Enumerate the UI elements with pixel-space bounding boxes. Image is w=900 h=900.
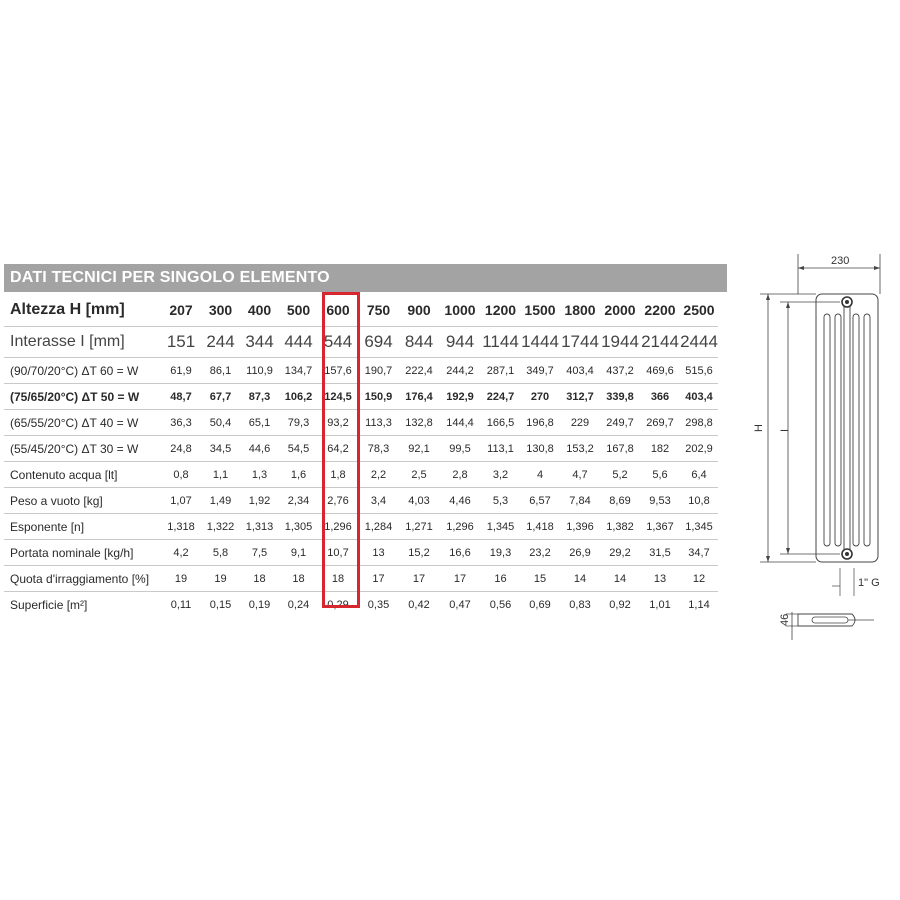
table-cell: 2,76 — [318, 488, 358, 514]
table-cell: 5,8 — [201, 540, 240, 566]
table-cell: 4 — [520, 462, 560, 488]
table-row — [4, 327, 718, 358]
table-cell: 19 — [161, 566, 201, 592]
table-cell: 87,3 — [240, 384, 279, 410]
table-cell: 403,4 — [560, 358, 600, 384]
table-cell: 26,9 — [560, 540, 600, 566]
table-cell: 130,8 — [520, 436, 560, 462]
table-cell: 92,1 — [399, 436, 439, 462]
table-cell: 7,84 — [560, 488, 600, 514]
table-cell: 1200 — [481, 294, 520, 327]
table-cell: 50,4 — [201, 410, 240, 436]
table-cell: 469,6 — [640, 358, 680, 384]
table-row — [4, 384, 718, 410]
table-cell: 5,2 — [600, 462, 640, 488]
table-cell: 298,8 — [680, 410, 718, 436]
row-label: Quota d'irraggiamento [%] — [4, 566, 161, 592]
table-cell: 229 — [560, 410, 600, 436]
table-cell: 8,69 — [600, 488, 640, 514]
table-cell: 1,305 — [279, 514, 318, 540]
table-cell: 269,7 — [640, 410, 680, 436]
table-cell: 1144 — [481, 327, 520, 358]
table-cell: 3,4 — [358, 488, 399, 514]
table-cell: 750 — [358, 294, 399, 327]
table-cell: 132,8 — [399, 410, 439, 436]
table-cell: 110,9 — [240, 358, 279, 384]
table-cell: 19 — [201, 566, 240, 592]
table-cell: 12 — [680, 566, 718, 592]
table-cell: 1,1 — [201, 462, 240, 488]
table-cell: 64,2 — [318, 436, 358, 462]
table-cell: 249,7 — [600, 410, 640, 436]
table-cell: 1,14 — [688, 598, 710, 611]
table-cell: 900 — [399, 294, 439, 327]
table-cell: 113,3 — [358, 410, 399, 436]
table-cell: 0,69 — [529, 598, 551, 611]
table-cell: 19,3 — [481, 540, 520, 566]
width-dimension-label: 230 — [831, 255, 850, 267]
table-cell: 16 — [481, 566, 520, 592]
table-cell: 0,8 — [161, 462, 201, 488]
spec-table — [4, 294, 718, 617]
table-cell: 93,2 — [318, 410, 358, 436]
table-cell: 1,271 — [399, 514, 439, 540]
table-cell: 7,5 — [240, 540, 279, 566]
table-cell: 207 — [161, 294, 201, 327]
table-cell: 1744 — [560, 327, 600, 358]
table-cell: 5,6 — [640, 462, 680, 488]
table-cell: 403,4 — [680, 384, 718, 410]
table-row — [4, 514, 718, 540]
table-cell: 16,6 — [439, 540, 481, 566]
table-cell: 2200 — [640, 294, 680, 327]
table-cell: 244,2 — [439, 358, 481, 384]
table-cell: 0,29 — [327, 598, 349, 611]
table-cell: 1944 — [600, 327, 640, 358]
table-cell: 9,53 — [640, 488, 680, 514]
table-cell: 1,345 — [481, 514, 520, 540]
table-cell: 48,7 — [161, 384, 201, 410]
table-cell: 2000 — [600, 294, 640, 327]
row-label: Superficie [m²] — [10, 597, 88, 612]
table-cell: 1,49 — [201, 488, 240, 514]
table-cell: 444 — [279, 327, 318, 358]
table-cell: 24,8 — [161, 436, 201, 462]
table-cell: 31,5 — [640, 540, 680, 566]
table-cell: 344 — [240, 327, 279, 358]
table-cell: 844 — [399, 327, 439, 358]
row-label: Peso a vuoto [kg] — [4, 488, 161, 514]
table-cell: 0,92 — [609, 598, 631, 611]
table-cell: 1,345 — [680, 514, 718, 540]
row-label: (90/70/20°C) ΔT 60 = W — [4, 358, 161, 384]
table-cell: 2,34 — [279, 488, 318, 514]
table-cell: 34,7 — [680, 540, 718, 566]
table-cell: 1,01 — [649, 598, 671, 611]
table-cell: 151 — [161, 327, 201, 358]
table-cell: 1,322 — [201, 514, 240, 540]
table-cell: 694 — [358, 327, 399, 358]
table-cell: 144,4 — [439, 410, 481, 436]
table-cell: 1,382 — [600, 514, 640, 540]
table-cell: 78,3 — [358, 436, 399, 462]
table-row — [4, 566, 718, 592]
table-cell: 0,15 — [209, 598, 232, 611]
row-label: Altezza H [mm] — [4, 294, 161, 327]
table-cell: 366 — [640, 384, 680, 410]
table-cell: 182 — [640, 436, 680, 462]
table-cell: 29,2 — [600, 540, 640, 566]
table-cell: 14 — [560, 566, 600, 592]
table-cell: 2444 — [680, 327, 718, 358]
height-dimension-label: H — [753, 424, 765, 432]
table-cell: 36,3 — [161, 410, 201, 436]
table-cell: 65,1 — [240, 410, 279, 436]
table-row — [4, 410, 718, 436]
table-cell: 2,8 — [439, 462, 481, 488]
table-cell: 2144 — [640, 327, 680, 358]
table-row — [4, 462, 718, 488]
table-cell: 15 — [520, 566, 560, 592]
depth-dimension-label: 46 — [779, 613, 791, 626]
table-title-banner — [4, 264, 727, 292]
table-cell: 18 — [318, 566, 358, 592]
table-cell: 1,418 — [520, 514, 560, 540]
table-cell: 1,8 — [318, 462, 358, 488]
table-cell: 34,5 — [201, 436, 240, 462]
table-cell: 18 — [240, 566, 279, 592]
row-label: Contenuto acqua [lt] — [4, 462, 161, 488]
table-cell: 0,19 — [248, 598, 271, 611]
table-cell: 1,396 — [560, 514, 600, 540]
radiator-technical-drawing — [740, 250, 890, 640]
table-cell: 67,7 — [201, 384, 240, 410]
row-label: (65/55/20°C) ΔT 40 = W — [4, 410, 161, 436]
table-cell: 1,367 — [640, 514, 680, 540]
table-cell: 10,7 — [318, 540, 358, 566]
table-cell: 0,11 — [170, 598, 192, 611]
table-cell: 23,2 — [520, 540, 560, 566]
table-cell: 0,24 — [287, 598, 310, 611]
table-cell: 4,2 — [161, 540, 201, 566]
table-cell: 0,47 — [449, 598, 471, 611]
table-cell: 3,2 — [481, 462, 520, 488]
table-cell: 54,5 — [279, 436, 318, 462]
table-cell: 222,4 — [399, 358, 439, 384]
row-label: Esponente [n] — [4, 514, 161, 540]
table-cell: 150,9 — [358, 384, 399, 410]
table-cell: 349,7 — [520, 358, 560, 384]
table-row — [4, 488, 718, 514]
table-cell: 99,5 — [439, 436, 481, 462]
table-cell: 1,296 — [439, 514, 481, 540]
table-cell: 0,56 — [489, 598, 512, 611]
connection-size-label: 1" G — [858, 577, 880, 589]
table-cell: 1,3 — [240, 462, 279, 488]
table-cell: 14 — [600, 566, 640, 592]
table-cell: 1,92 — [240, 488, 279, 514]
table-cell: 1,318 — [161, 514, 201, 540]
table-cell: 1,284 — [358, 514, 399, 540]
table-title: DATI TECNICI PER SINGOLO ELEMENTO — [10, 269, 330, 286]
table-cell: 300 — [201, 294, 240, 327]
table-cell: 270 — [520, 384, 560, 410]
table-cell: 202,9 — [680, 436, 718, 462]
table-cell: 4,7 — [560, 462, 600, 488]
table-cell: 1,313 — [240, 514, 279, 540]
table-cell: 437,2 — [600, 358, 640, 384]
table-cell: 79,3 — [279, 410, 318, 436]
table-cell: 18 — [279, 566, 318, 592]
table-cell: 192,9 — [439, 384, 481, 410]
table-cell: 190,7 — [358, 358, 399, 384]
row-label: (75/65/20°C) ΔT 50 = W — [4, 384, 161, 410]
table-row — [4, 358, 718, 384]
interaxis-dimension-label: I — [779, 428, 791, 432]
table-cell: 166,5 — [481, 410, 520, 436]
table-row — [4, 592, 718, 618]
table-cell: 544 — [318, 327, 358, 358]
table-row — [4, 436, 718, 462]
table-cell: 17 — [358, 566, 399, 592]
table-cell: 5,3 — [481, 488, 520, 514]
table-cell: 4,03 — [399, 488, 439, 514]
table-cell: 287,1 — [481, 358, 520, 384]
table-cell: 0,42 — [408, 598, 430, 611]
table-cell: 600 — [318, 294, 358, 327]
table-cell: 124,5 — [318, 384, 358, 410]
table-cell: 1444 — [520, 327, 560, 358]
table-row — [4, 540, 718, 566]
table-cell: 0,35 — [367, 598, 390, 611]
table-cell: 944 — [439, 327, 481, 358]
table-cell: 4,46 — [439, 488, 481, 514]
table-cell: 17 — [399, 566, 439, 592]
table-cell: 1500 — [520, 294, 560, 327]
table-cell: 224,7 — [481, 384, 520, 410]
table-cell: 13 — [358, 540, 399, 566]
table-cell: 1,6 — [279, 462, 318, 488]
table-cell: 9,1 — [279, 540, 318, 566]
table-cell: 176,4 — [399, 384, 439, 410]
table-cell: 515,6 — [680, 358, 718, 384]
table-cell: 17 — [439, 566, 481, 592]
table-cell: 15,2 — [399, 540, 439, 566]
table-cell: 113,1 — [481, 436, 520, 462]
table-cell: 6,4 — [680, 462, 718, 488]
table-cell: 157,6 — [318, 358, 358, 384]
table-cell: 6,57 — [520, 488, 560, 514]
table-cell: 1800 — [560, 294, 600, 327]
row-label: Interasse I [mm] — [4, 327, 161, 358]
table-cell: 86,1 — [201, 358, 240, 384]
table-cell: 196,8 — [520, 410, 560, 436]
table-cell: 153,2 — [560, 436, 600, 462]
table-cell: 44,6 — [240, 436, 279, 462]
table-cell: 134,7 — [279, 358, 318, 384]
table-cell: 2,5 — [399, 462, 439, 488]
table-cell: 2,2 — [358, 462, 399, 488]
table-cell: 1,07 — [161, 488, 201, 514]
table-cell: 244 — [201, 327, 240, 358]
table-cell: 61,9 — [161, 358, 201, 384]
table-cell: 1,296 — [318, 514, 358, 540]
table-cell: 339,8 — [600, 384, 640, 410]
table-cell: 13 — [640, 566, 680, 592]
table-cell: 167,8 — [600, 436, 640, 462]
table-cell: 0,83 — [569, 598, 591, 611]
header-row — [4, 294, 718, 327]
table-cell: 10,8 — [680, 488, 718, 514]
table-cell: 400 — [240, 294, 279, 327]
table-cell: 312,7 — [560, 384, 600, 410]
row-label: (55/45/20°C) ΔT 30 = W — [4, 436, 161, 462]
table-cell: 500 — [279, 294, 318, 327]
table-cell: 2500 — [680, 294, 718, 327]
table-cell: 106,2 — [279, 384, 318, 410]
row-label: Portata nominale [kg/h] — [4, 540, 161, 566]
table-cell: 1000 — [439, 294, 481, 327]
